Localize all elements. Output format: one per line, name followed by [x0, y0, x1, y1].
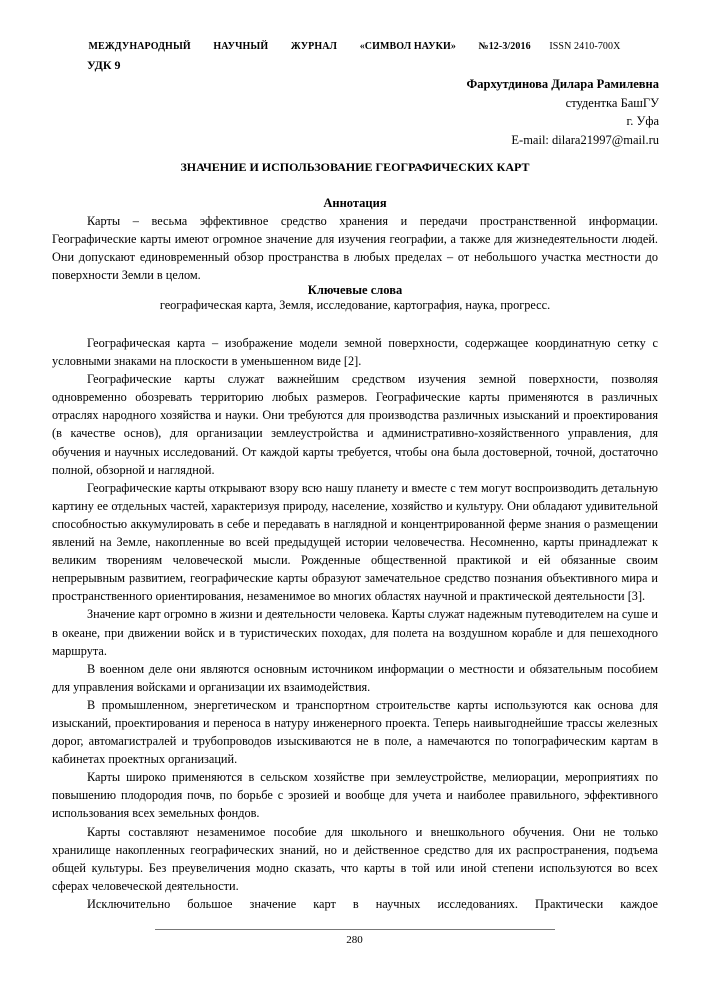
- author-block: [467, 75, 660, 150]
- author-name: Фархутдинова Дилара Рамилевна: [466, 77, 659, 91]
- header-word: МЕЖДУНАРОДНЫЙ: [88, 41, 191, 52]
- header-issn: ISSN 2410-700Х: [549, 41, 621, 52]
- abstract-text: Карты – весьма эффективное средство хранения и передачи пространственной информации. Географические карты имеют огромное значение для изучения географии, а также для жизнедеятельности людей. Они допускают единовременный обзор пространства в любых пределах – от небольшого участка местности до поверхности Земли в целом.: [52, 214, 658, 283]
- keywords-text: географическая карта, Земля, исследование, картография, наука, прогресс.: [159, 298, 551, 312]
- paragraph: Значение карт огромно в жизни и деятельности человека. Карты служат надежным путеводителем на суше и в океане, при движении войск и в туристических походах, для полета на воздушном корабле и для пешеходного маршрута.: [52, 607, 658, 658]
- author-position: студентка БашГУ: [565, 95, 659, 110]
- page-number: 280: [346, 934, 363, 946]
- author-email: E-mail: dilara21997@mail.ru: [511, 133, 659, 148]
- header-word: «СИМВОЛ НАУКИ»: [359, 41, 456, 52]
- header-word: НАУЧНЫЙ: [213, 41, 269, 52]
- paragraph: В военном деле они являются основным источником информации о местности и обязательным пособием для управления войсками и организации их взаимодействия.: [52, 661, 658, 694]
- paragraph: В промышленном, энергетическом и транспортном строительстве карты используются как основа для изысканий, проектирования и переноса в натуру инженерного проекта. Теперь наивыгоднейшие трассы железных дорог, автомагистралей и трубопроводов изыскиваются не в поле, а намечаются по топографическим картам в кабинетах проектных организаций.: [52, 697, 658, 767]
- header-word: ЖУРНАЛ: [290, 41, 338, 52]
- body-text: [52, 334, 658, 913]
- paragraph: Географические карты открывают взору всю нашу планету и вместе с тем могут воспроизводить детальную картину ее отдельных частей, характеризуя природу, население, хозяйство и культуру. Они обладают удивительной способностью аккумулировать в себе и передавать в наглядной и концентрированной ферме знания о размещении явлений на Земле, накопленные во всей предыдущей истории человечества. Несомненно, карты принадлежат к великим творениям человеческой мысли. Рожденные общественной практикой и ей обязанные своим непрерывным развитием, географические карты образуют замечательное средство познания объективного мира и пространственного ориентирования, незаменимое во многих областях научной и практической деятельности [3].: [52, 480, 658, 604]
- journal-header: [0, 41, 709, 52]
- author-city: г. Уфа: [626, 114, 659, 129]
- paragraph: Карты составляют незаменимое пособие для школьного и внешкольного обучения. Они не только хранилище накопленных географических знаний, но и действенное средство для их распространения, подъема общей культуры. Без преувеличения модно сказать, что карты в той или иной степени используются во всех сферах человеческой деятельности.: [52, 824, 658, 893]
- keywords-heading: Ключевые слова: [307, 283, 403, 297]
- footer-divider: [155, 929, 555, 930]
- abstract-block: [52, 212, 658, 284]
- paragraph: Исключительно большое значение карт в научных исследованиях. Практически каждое: [87, 896, 658, 911]
- article-title: ЗНАЧЕНИЕ И ИСПОЛЬЗОВАНИЕ ГЕОГРАФИЧЕСКИХ КАРТ: [180, 160, 530, 174]
- paragraph: Карты широко применяются в сельском хозяйстве при землеустройстве, мелиорации, мероприятиях по повышению плодородия почв, по борьбе с эрозией и вообще для учета и наиболее правильного, эффективного использования всех земельных фондов.: [52, 770, 658, 821]
- paragraph: Географическая карта – изображение модели земной поверхности, содержащее координатную сетку с условными знаками на плоскости в уменьшенном виде [2].: [52, 336, 658, 369]
- udk-code: УДК 9: [87, 58, 121, 72]
- paragraph: Географические карты служат важнейшим средством изучения земной поверхности, позволяя одновременно обозревать территорию любых размеров. Географические карты применяются в различных отраслях народного хозяйства и науки. Они требуются для производства различных изысканий и проектирования (в качестве основ), для организации землеустройства и административно-хозяйственного управления, для обучения и научных исследований. От каждой карты требуется, чтобы она была достоверной, точной, достаточно полной, обзорной и наглядной.: [52, 372, 658, 477]
- abstract-heading: Аннотация: [323, 196, 387, 210]
- header-word: №12-3/2016: [478, 41, 531, 52]
